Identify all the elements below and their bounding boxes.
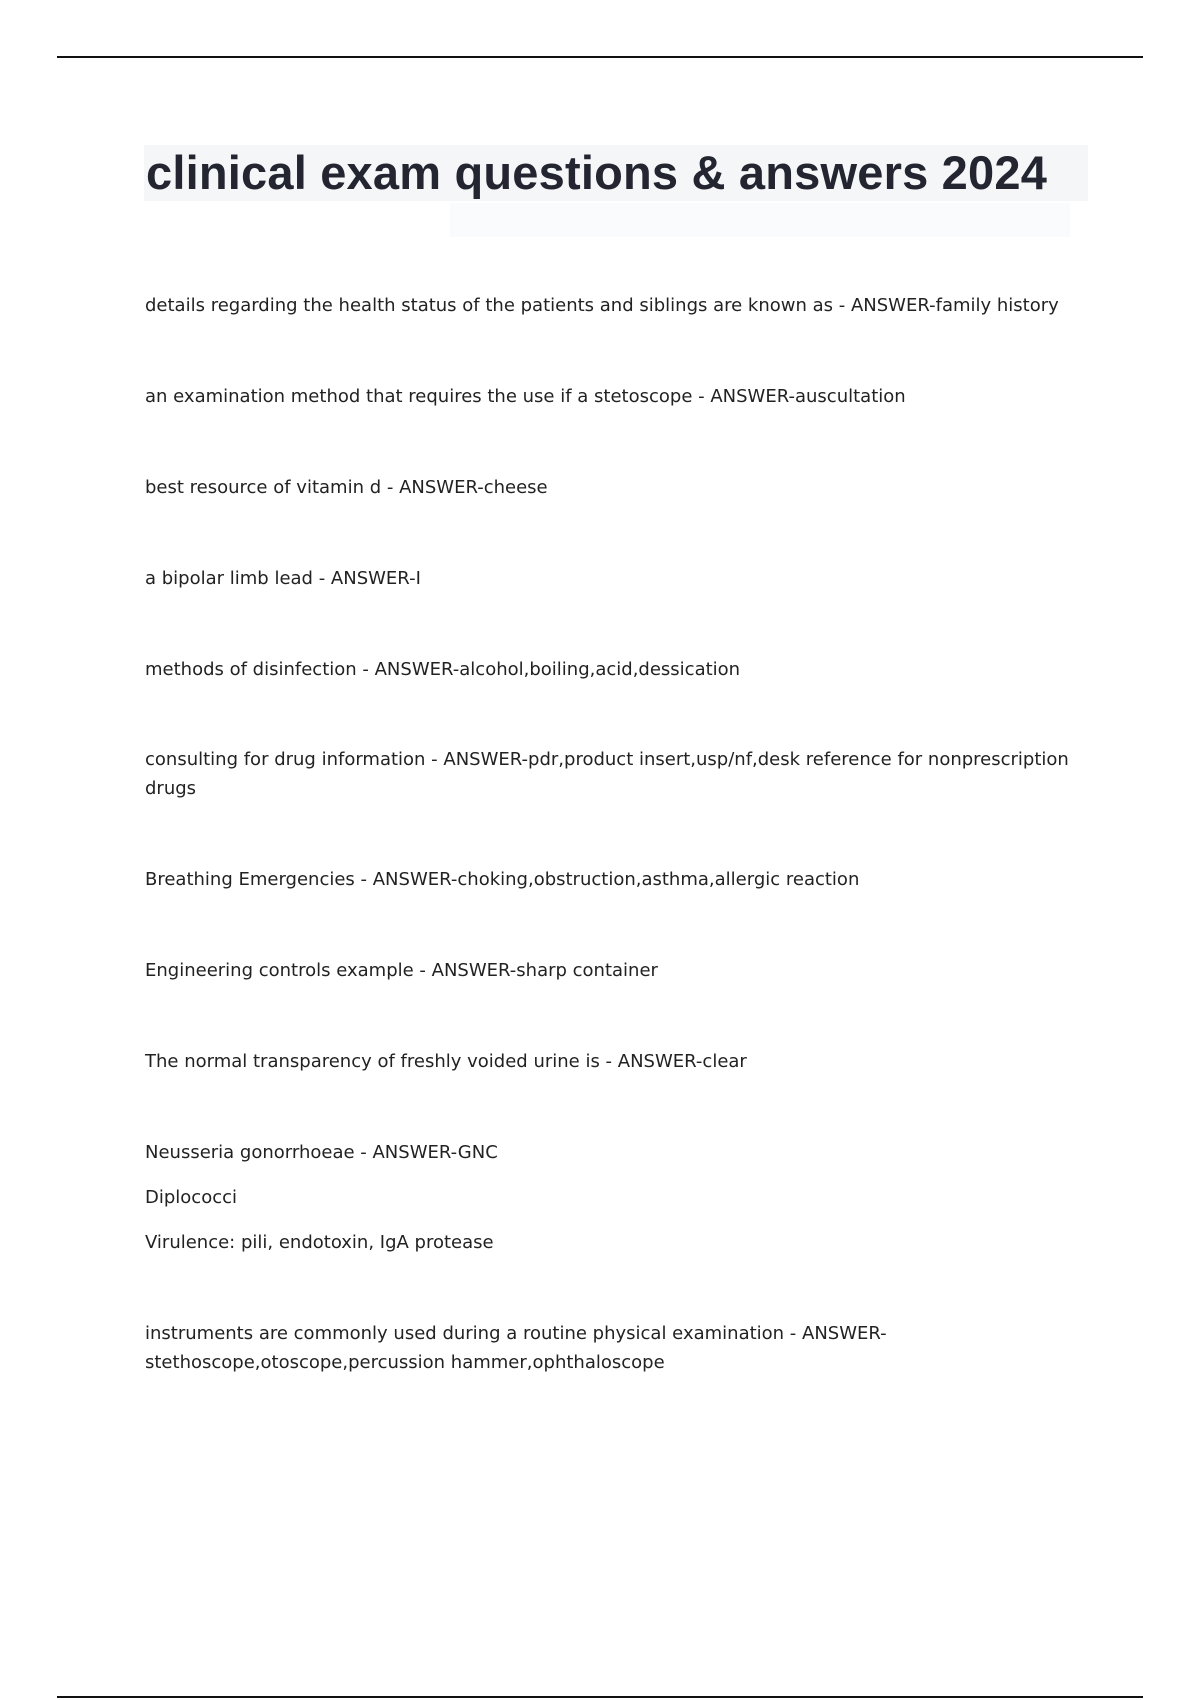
qa-entry-1: [145, 291, 1085, 320]
qa-line: instruments are commonly used during a routine physical examination - ANSWER-: [145, 1323, 887, 1344]
qa-entry-9: [145, 1047, 1085, 1076]
qa-line: details regarding the health status of the patients and siblings are known as - ANSWER-family history: [145, 295, 1059, 316]
qa-line: a bipolar limb lead - ANSWER-I: [145, 568, 421, 589]
qa-line: Diplococci: [145, 1187, 238, 1208]
qa-line: methods of disinfection - ANSWER-alcohol,boiling,acid,dessication: [145, 659, 741, 680]
qa-entry-5: [145, 655, 1085, 684]
qa-line: consulting for drug information - ANSWER-pdr,product insert,usp/nf,desk reference for nonprescription: [145, 749, 1069, 770]
qa-entry-8: [145, 956, 1085, 985]
qa-line: Neusseria gonorrhoeae - ANSWER-GNC: [145, 1142, 498, 1163]
qa-line: Engineering controls example - ANSWER-sharp container: [145, 960, 658, 981]
bottom-rule: [57, 1696, 1143, 1698]
qa-line: The normal transparency of freshly voided urine is - ANSWER-clear: [145, 1051, 747, 1072]
qa-entry-3: [145, 473, 1085, 502]
qa-entry-4: [145, 564, 1085, 593]
qa-line: best resource of vitamin d - ANSWER-cheese: [145, 477, 548, 498]
title-shadow: [450, 203, 1070, 237]
qa-entry-7: [145, 865, 1085, 894]
qa-line: stethoscope,otoscope,percussion hammer,ophthaloscope: [145, 1352, 665, 1373]
qa-line: an examination method that requires the use if a stetoscope - ANSWER-auscultation: [145, 386, 906, 407]
qa-entry-11: [145, 1319, 1085, 1377]
document-title: clinical exam questions & answers 2024: [146, 146, 1048, 199]
qa-entry-6: [145, 745, 1085, 803]
top-rule: [57, 56, 1143, 58]
qa-line: drugs: [145, 778, 197, 799]
qa-line: Virulence: pili, endotoxin, IgA protease: [145, 1232, 494, 1253]
qa-entry-10: [145, 1138, 1085, 1257]
qa-line: Breathing Emergencies - ANSWER-choking,obstruction,asthma,allergic reaction: [145, 869, 860, 890]
qa-entry-2: [145, 382, 1085, 411]
